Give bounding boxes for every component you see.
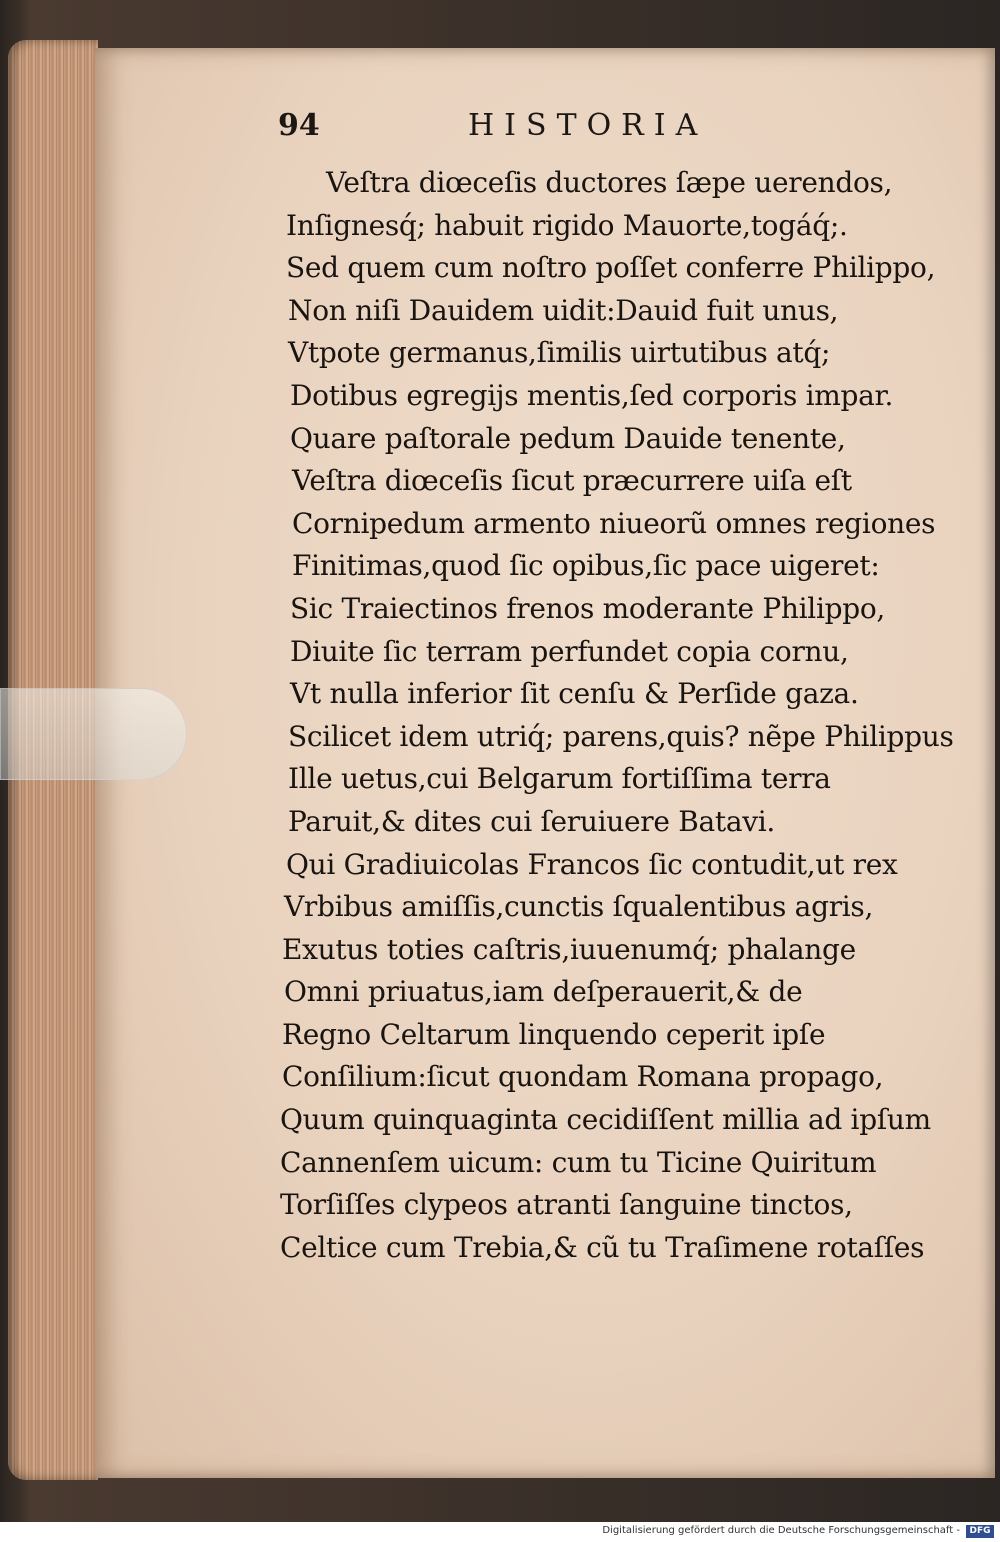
verse-line: Vt nulla inferior ſit cenſu & Perſide gaza. — [290, 677, 859, 711]
verse-line: Inſignesq́; habuit rigido Mauorte,togáq́;. — [286, 208, 848, 242]
dfg-logo: DFG — [966, 1525, 994, 1538]
verse-line: Ille uetus,cui Belgarum fortiſſima terra — [288, 762, 831, 796]
page-header — [278, 108, 798, 158]
transparent-page-clip — [0, 688, 187, 780]
verse-line: Veſtra diœceſis ductores ſæpe uerendos, — [326, 166, 893, 199]
verse-line: Scilicet idem utriq́; parens,quis? nẽpe Philippus — [288, 719, 954, 753]
verse-line: Exutus toties caſtris,iuuenumq́; phalange — [282, 932, 856, 966]
verse-line: Omni priuatus,iam deſperauerit,& de — [284, 975, 803, 1009]
verse-line: Veſtra diœceſis ſicut præcurrere uiſa eſt — [292, 464, 852, 498]
verse-line: Vrbibus amiſſis,cunctis ſqualentibus agris, — [284, 890, 874, 924]
verse-line: Regno Celtarum linquendo ceperit ipſe — [282, 1017, 826, 1051]
digitization-credit: Digitalisierung gefördert durch die Deutsche Forschungsgemeinschaft - — [602, 1525, 960, 1536]
verse-block — [278, 162, 954, 1269]
verse-line: Paruit,& dites cui ſeruiuere Batavi. — [288, 804, 776, 838]
verse-line: Sic Traiectinos frenos moderante Philippo, — [290, 591, 886, 625]
verse-line: Cornipedum armento niueorũ omnes regiones — [292, 506, 936, 540]
verse-line: Non niſi Dauidem uidit:Dauid fuit unus, — [288, 293, 839, 327]
verse-line: Qui Gradiuicolas Francos ſic contudit,ut rex — [286, 847, 898, 881]
page-number: 94 — [278, 108, 320, 143]
verse-line: Diuite ſic terram perfundet copia cornu, — [290, 634, 849, 668]
verse-line: Finitimas,quod ſic opibus,ſic pace uigeret: — [292, 549, 880, 583]
verse-line: Celtice cum Trebia,& cũ tu Traſimene rotaſſes — [280, 1230, 925, 1264]
running-title: HISTORIA — [468, 108, 708, 143]
verse-line: Dotibus egregijs mentis,ſed corporis impar. — [290, 378, 894, 412]
verse-line: Cannenſem uicum: cum tu Ticine Quiritum — [280, 1145, 877, 1179]
verse-line: Vtpote germanus,ſimilis uirtutibus atq́; — [288, 336, 831, 370]
verse-line: Quum quinquaginta cecidiſſent millia ad ipſum — [280, 1103, 931, 1137]
verse-line: Sed quem cum noſtro poſſet conferre Philippo, — [286, 251, 936, 285]
verse-line: Conſilium:ſicut quondam Romana propago, — [282, 1060, 884, 1094]
footer-bar — [0, 1522, 1000, 1542]
verse-line: Quare paſtorale pedum Dauide tenente, — [290, 421, 846, 455]
verse-line: Torſiſſes clypeos atranti ſanguine tinctos, — [280, 1188, 853, 1222]
